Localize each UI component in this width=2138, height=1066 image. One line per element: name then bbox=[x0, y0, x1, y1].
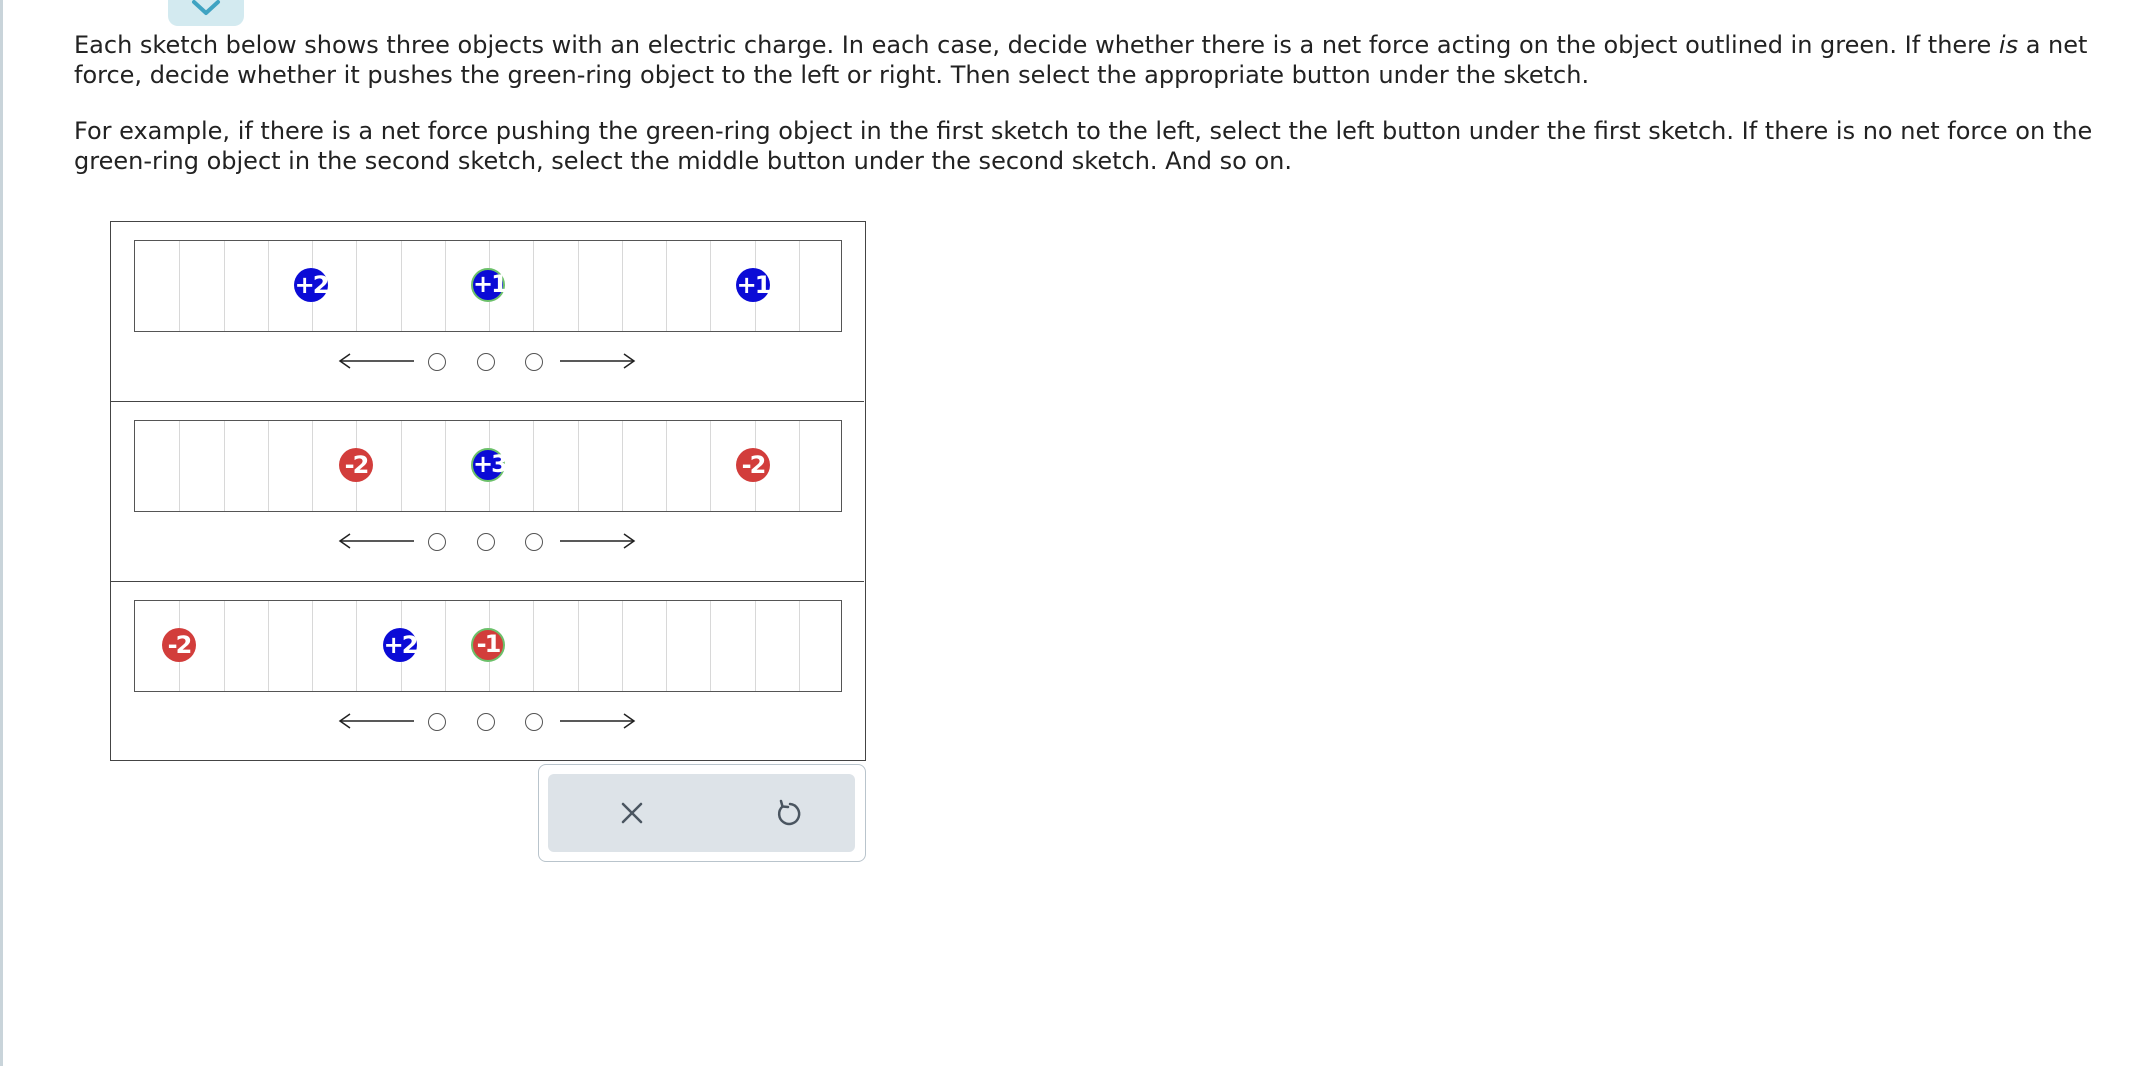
track-gridline bbox=[799, 601, 800, 691]
undo-icon bbox=[768, 793, 808, 833]
track-gridline bbox=[710, 601, 711, 691]
track-gridline bbox=[622, 421, 623, 511]
track-gridline bbox=[179, 241, 180, 331]
sketch-2-no-force-button[interactable] bbox=[477, 533, 495, 551]
charge-sketch-3-a: -2 bbox=[162, 628, 196, 662]
sketch-2-right-button[interactable] bbox=[525, 533, 543, 551]
chevron-down-icon bbox=[190, 0, 222, 18]
track-gridline bbox=[666, 241, 667, 331]
charge-sketch-1-b-target: +1 bbox=[471, 268, 505, 302]
sketch-3-no-force-button[interactable] bbox=[477, 713, 495, 731]
track-gridline bbox=[401, 241, 402, 331]
track-gridline bbox=[401, 421, 402, 511]
sketch-3 bbox=[111, 582, 864, 762]
instructions-paragraph-2: For example, if there is a net force pushing the green-ring object in the first sketch to the left, select the left button under the first sketch. If there is no net force on the green-ring object in the second sketch, select the middle button under the second sketch. And so on. bbox=[74, 117, 2093, 175]
sketch-1-left-button[interactable] bbox=[428, 353, 446, 371]
sketch-2 bbox=[111, 402, 864, 582]
clear-button[interactable] bbox=[612, 793, 652, 833]
charge-sketch-3-b: +2 bbox=[383, 628, 417, 662]
left-border bbox=[0, 0, 3, 1066]
track-gridline bbox=[268, 601, 269, 691]
collapse-tab[interactable] bbox=[168, 0, 244, 26]
track-gridline bbox=[533, 421, 534, 511]
track-gridline bbox=[666, 421, 667, 511]
track-gridline bbox=[445, 601, 446, 691]
instructions-emphasis: is bbox=[1998, 31, 2019, 59]
track-gridline bbox=[224, 421, 225, 511]
track-gridline bbox=[224, 601, 225, 691]
track-gridline bbox=[224, 241, 225, 331]
sketch-3-left-button[interactable] bbox=[428, 713, 446, 731]
charge-sketch-1-a: +2 bbox=[294, 268, 328, 302]
track-gridline bbox=[356, 601, 357, 691]
track-gridline bbox=[578, 601, 579, 691]
arrow-right-icon bbox=[558, 706, 638, 736]
track-gridline bbox=[666, 601, 667, 691]
charge-sketch-3-c-target: -1 bbox=[471, 628, 505, 662]
track-gridline bbox=[445, 421, 446, 511]
track-gridline bbox=[710, 421, 711, 511]
sketch-3-track bbox=[134, 600, 842, 692]
track-gridline bbox=[799, 421, 800, 511]
sketch-1 bbox=[111, 222, 864, 402]
close-icon bbox=[612, 793, 652, 833]
track-gridline bbox=[755, 601, 756, 691]
arrow-right-icon bbox=[558, 526, 638, 556]
arrow-left-icon bbox=[336, 346, 416, 376]
track-gridline bbox=[622, 241, 623, 331]
track-gridline bbox=[356, 241, 357, 331]
charge-sketch-1-c: +1 bbox=[736, 268, 770, 302]
sketch-1-track bbox=[134, 240, 842, 332]
sketch-1-choices bbox=[336, 346, 756, 376]
track-gridline bbox=[268, 241, 269, 331]
action-bar bbox=[548, 774, 855, 852]
arrow-left-icon bbox=[336, 526, 416, 556]
sketch-2-track bbox=[134, 420, 842, 512]
sketch-1-right-button[interactable] bbox=[525, 353, 543, 371]
answer-actions bbox=[538, 764, 866, 862]
sketch-3-choices bbox=[336, 706, 756, 736]
charge-sketch-2-b-target: +3 bbox=[471, 448, 505, 482]
sketch-frame bbox=[110, 221, 866, 761]
track-gridline bbox=[799, 241, 800, 331]
arrow-left-icon bbox=[336, 706, 416, 736]
instructions-paragraph-1 bbox=[74, 30, 2114, 90]
track-gridline bbox=[533, 241, 534, 331]
instructions bbox=[74, 30, 2114, 202]
sketch-1-no-force-button[interactable] bbox=[477, 353, 495, 371]
track-gridline bbox=[622, 601, 623, 691]
arrow-right-icon bbox=[558, 346, 638, 376]
track-gridline bbox=[312, 601, 313, 691]
sketch-2-choices bbox=[336, 526, 756, 556]
track-gridline bbox=[710, 241, 711, 331]
track-gridline bbox=[445, 241, 446, 331]
charge-sketch-2-c: -2 bbox=[736, 448, 770, 482]
track-gridline bbox=[179, 421, 180, 511]
charge-sketch-2-a: -2 bbox=[339, 448, 373, 482]
track-gridline bbox=[312, 421, 313, 511]
instructions-text-b: a net force, decide whether it pushes the green-ring object to the left or right. Then select the appropriate button under the sketch. bbox=[74, 31, 2088, 89]
track-gridline bbox=[578, 421, 579, 511]
track-gridline bbox=[268, 421, 269, 511]
sketch-2-left-button[interactable] bbox=[428, 533, 446, 551]
instructions-text-a: Each sketch below shows three objects with an electric charge. In each case, decide whether there is a net force acting on the object outlined in green. If there bbox=[74, 31, 1999, 59]
reset-button[interactable] bbox=[768, 793, 808, 833]
track-gridline bbox=[533, 601, 534, 691]
track-gridline bbox=[578, 241, 579, 331]
sketch-3-right-button[interactable] bbox=[525, 713, 543, 731]
